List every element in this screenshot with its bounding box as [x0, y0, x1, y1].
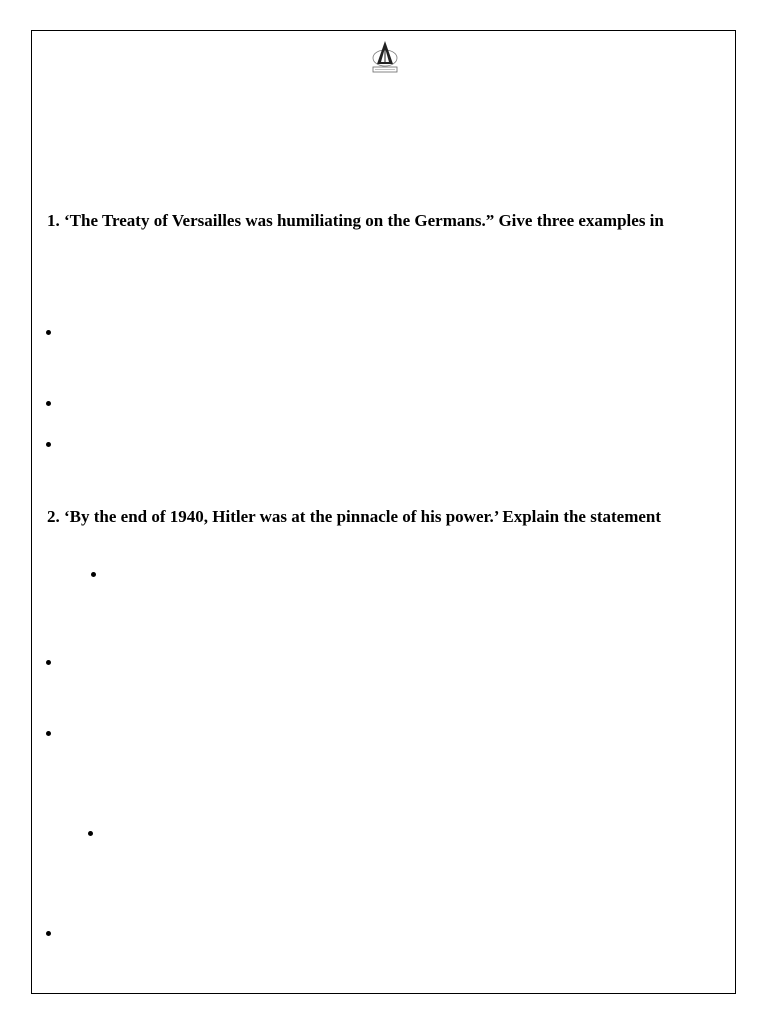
answer-bullet-2-5	[46, 931, 51, 936]
answer-bullet-1-2	[46, 401, 51, 406]
answer-bullet-2-3	[46, 731, 51, 736]
answer-bullet-1-1	[46, 330, 51, 335]
answer-bullet-1-3	[46, 442, 51, 447]
school-emblem-icon	[366, 38, 404, 76]
answer-bullet-2-4	[88, 831, 93, 836]
question-2: 2. ‘By the end of 1940, Hitler was at the pinnacle of his power.’ Explain the statement	[47, 507, 662, 526]
answer-bullet-2-2	[46, 660, 51, 665]
answer-bullet-2-1	[91, 572, 96, 577]
question-1: 1. ‘The Treaty of Versailles was humiliating on the Germans.” Give three examples in	[47, 211, 664, 230]
